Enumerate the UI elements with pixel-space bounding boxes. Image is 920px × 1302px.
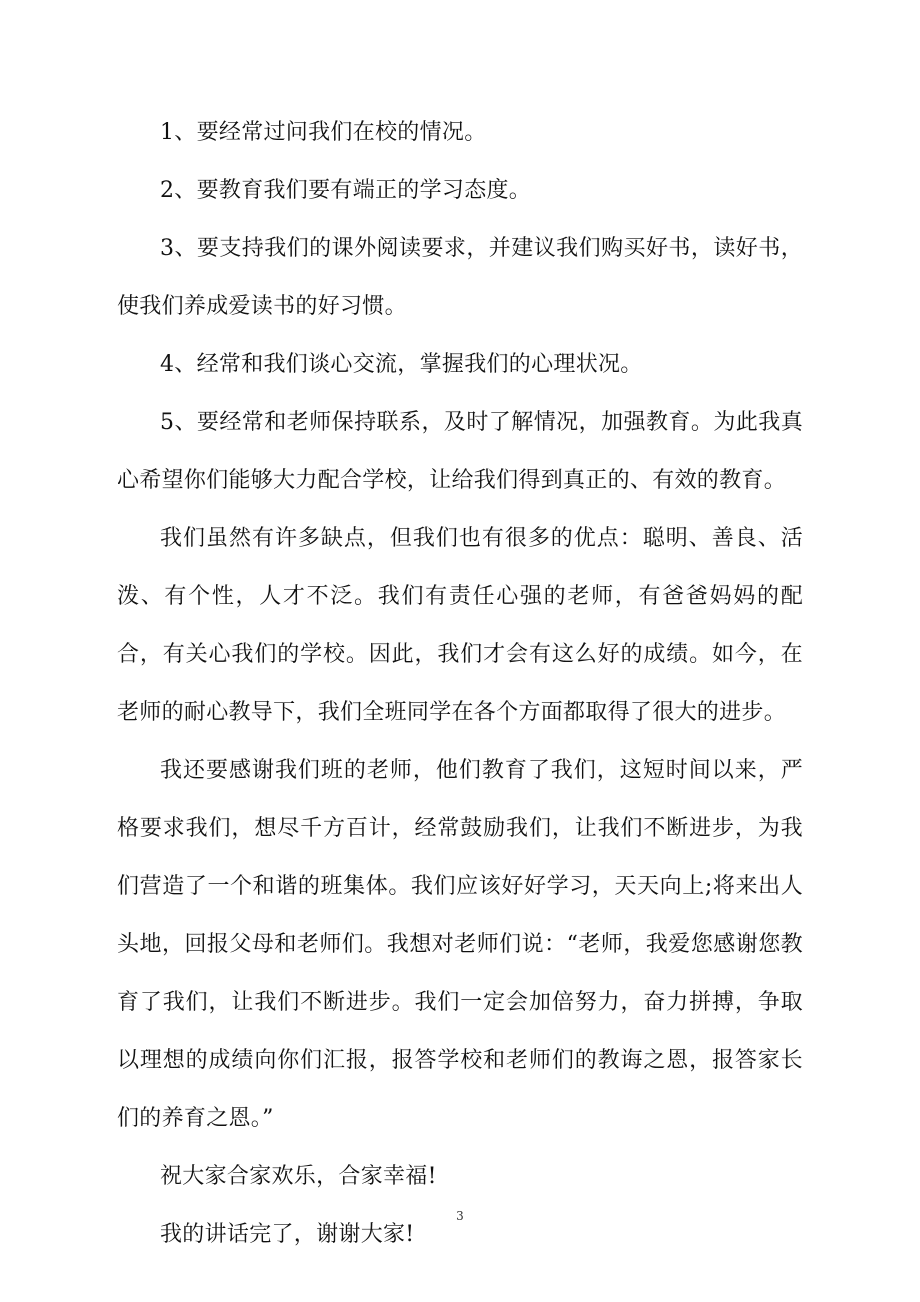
document-body [117, 104, 803, 1264]
paragraph-6: 我们虽然有许多缺点，但我们也有很多的优点：聪明、善良、活泼、有个性，人才不泛。我们有责任心强的老师，有爸爸妈妈的配合，有关心我们的学校。因此，我们才会有这么好的成绩。如今，在老师的耐心教导下，我们全班同学在各个方面都取得了很大的进步。 [117, 526, 803, 725]
paragraph-2: 2、要教育我们要有端正的学习态度。 [160, 178, 532, 203]
paragraph-7: 我还要感谢我们班的老师，他们教育了我们，这短时间以来，严格要求我们，想尽千方百计，经常鼓励我们，让我们不断进步，为我们营造了一个和谐的班集体。我们应该好好学习，天天向上;将来出人头地，回报父母和老师们。我想对老师们说：“老师，我爱您感谢您教育了我们，让我们不断进步。我们一定会加倍努力，奋力拼搏，争取以理想的成绩向你们汇报，报答学校和老师们的教诲之恩，报答家长们的养育之恩。” [117, 758, 803, 1131]
page-number: 3 [456, 1209, 464, 1223]
paragraph-1: 1、要经常过问我们在校的情况。 [160, 120, 487, 145]
paragraph-5: 5、要经常和老师保持联系，及时了解情况，加强教育。为此我真心希望你们能够大力配合学校，让给我们得到真正的、有效的教育。 [117, 410, 803, 493]
paragraph-4: 4、经常和我们谈心交流，掌握我们的心理状况。 [160, 352, 643, 377]
paragraph-9: 我的讲话完了，谢谢大家! [160, 1222, 415, 1247]
paragraph-8: 祝大家合家欢乐，合家幸福! [160, 1164, 437, 1189]
paragraph-3: 3、要支持我们的课外阅读要求，并建议我们购买好书，读好书，使我们养成爱读书的好习惯。 [117, 236, 803, 319]
